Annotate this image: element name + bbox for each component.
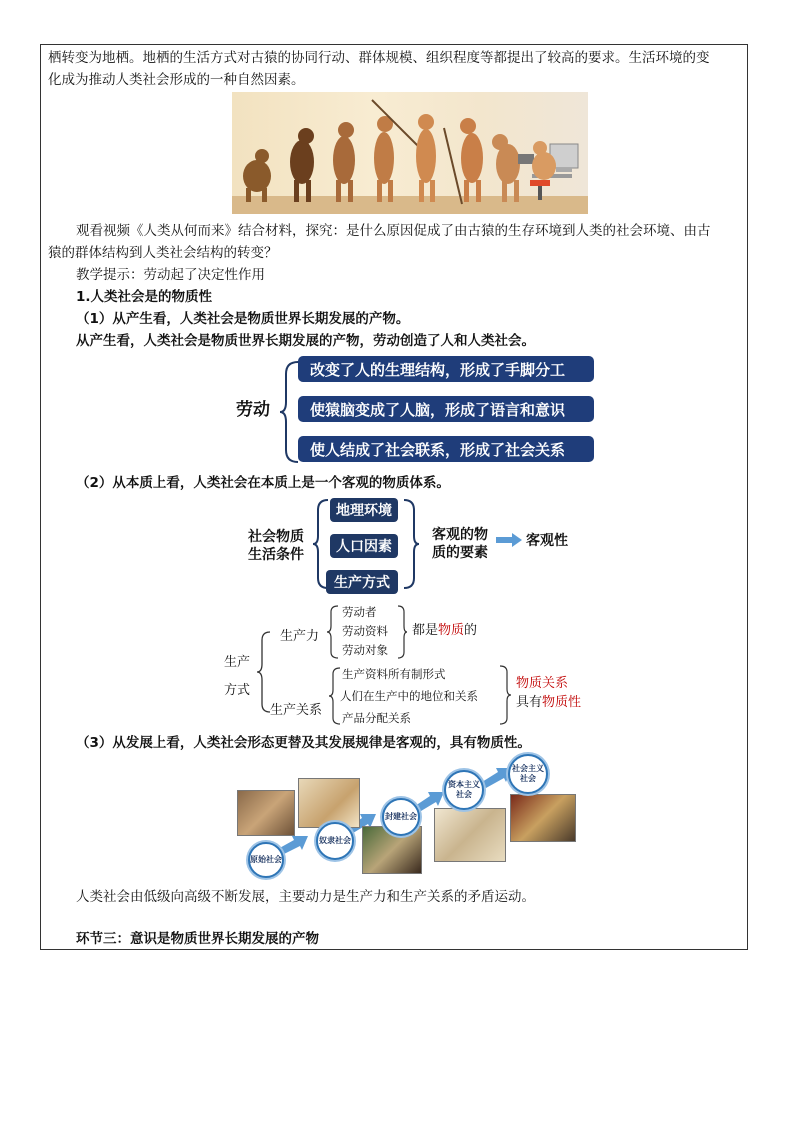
point-1-body: 从产生看，人类社会是物质世界长期发展的产物，劳动创造了人和人类社会。 (76, 333, 535, 349)
conditions-root-line-2: 生活条件 (248, 547, 304, 563)
conditions-root-line-1: 社会物质 (248, 529, 304, 545)
primitive-society-photo (237, 790, 295, 836)
stage-primitive-society: 原始社会 (248, 842, 284, 878)
forces-item-3: 劳动对象 (342, 643, 388, 657)
forces-right-brace (396, 604, 408, 660)
forces-item-1: 劳动者 (342, 605, 377, 619)
relations-note-line-2 (516, 692, 581, 714)
relations-note-highlight: 物质性 (542, 695, 582, 710)
video-question-line-1: 观看视频《人类从何而来》结合材料，探究：是什么原因促成了由古猿的生存环境到人类的社会环境、由古 (76, 223, 711, 239)
slave-society-photo (298, 778, 360, 828)
relations-item-3: 产品分配关系 (342, 711, 411, 725)
relations-note-line-1: 物质关系 (516, 676, 569, 691)
relations-note-prefix: 具有 (516, 695, 543, 710)
intro-line-1: 栖转变为地栖。地栖的生活方式对古猿的协同行动、群体规模、组织程度等都提出了较高的要求。生活环境的变 (48, 50, 710, 66)
relations-of-production-label: 生产关系 (270, 703, 323, 718)
relations-item-2: 人们在生产中的地位和关系 (340, 689, 478, 703)
forces-item-2: 劳动资料 (342, 624, 388, 638)
labor-branch-2: 使猿脑变成了人脑，形成了语言和意识 (298, 396, 594, 422)
forces-brace (326, 604, 340, 660)
forces-note-highlight: 物质 (438, 623, 465, 638)
production-root-line-2: 方式 (224, 683, 251, 698)
teaching-hint: 教学提示：劳动起了决定性作用 (76, 267, 265, 283)
video-question-line-2: 猿的群体结构到人类社会结构的转变？ (48, 245, 278, 261)
point-1-heading: （1）从产生看，人类社会是物质世界长期发展的产物。 (76, 311, 410, 327)
stage-socialist-society: 社会主义社会 (508, 754, 548, 794)
relations-right-brace (498, 664, 512, 726)
labor-brace (278, 358, 300, 466)
condition-item-3: 生产方式 (326, 570, 398, 594)
conditions-right-brace (402, 498, 420, 590)
conditions-conclusion: 客观性 (526, 533, 568, 549)
labor-branch-3: 使人结成了社会联系，形成了社会关系 (298, 436, 594, 462)
point-2-heading: （2）从本质上看，人类社会在本质上是一个客观的物质体系。 (76, 475, 450, 491)
conditions-result-line-2: 质的要素 (432, 545, 488, 561)
productive-forces-label: 生产力 (280, 629, 320, 644)
intro-line-2: 化成为推动人类社会形成的一种自然因素。 (48, 72, 305, 88)
forces-note-prefix: 都是 (412, 623, 439, 638)
conditions-arrow-icon (496, 533, 522, 547)
production-root-line-1: 生产 (224, 655, 251, 670)
section-3-title: 环节三：意识是物质世界长期发展的产物 (76, 931, 319, 947)
condition-item-1: 地理环境 (330, 498, 398, 522)
capitalist-society-photo (434, 808, 506, 862)
condition-item-2: 人口因素 (330, 534, 398, 558)
stage-slave-society: 奴隶社会 (316, 822, 354, 860)
labor-branch-1: 改变了人的生理结构，形成了手脚分工 (298, 356, 594, 382)
stage-capitalist-society: 资本主义社会 (444, 770, 484, 810)
stage-feudal-society: 封建社会 (382, 798, 420, 836)
forces-note-suffix: 的 (464, 623, 478, 638)
evolution-illustration (232, 92, 588, 214)
section-1-title: 1.人类社会是的物质性 (76, 289, 213, 305)
point-3-heading: （3）从发展上看，人类社会形态更替及其发展规律是客观的，具有物质性。 (76, 735, 531, 751)
conditions-result-line-1: 客观的物 (432, 527, 488, 543)
relations-item-1: 生产资料所有制形式 (342, 667, 446, 681)
forces-note (412, 620, 477, 642)
socialist-society-photo (510, 794, 576, 842)
development-summary: 人类社会由低级向高级不断发展，主要动力是生产力和生产关系的矛盾运动。 (76, 889, 535, 905)
labor-root-label: 劳动 (236, 400, 270, 420)
